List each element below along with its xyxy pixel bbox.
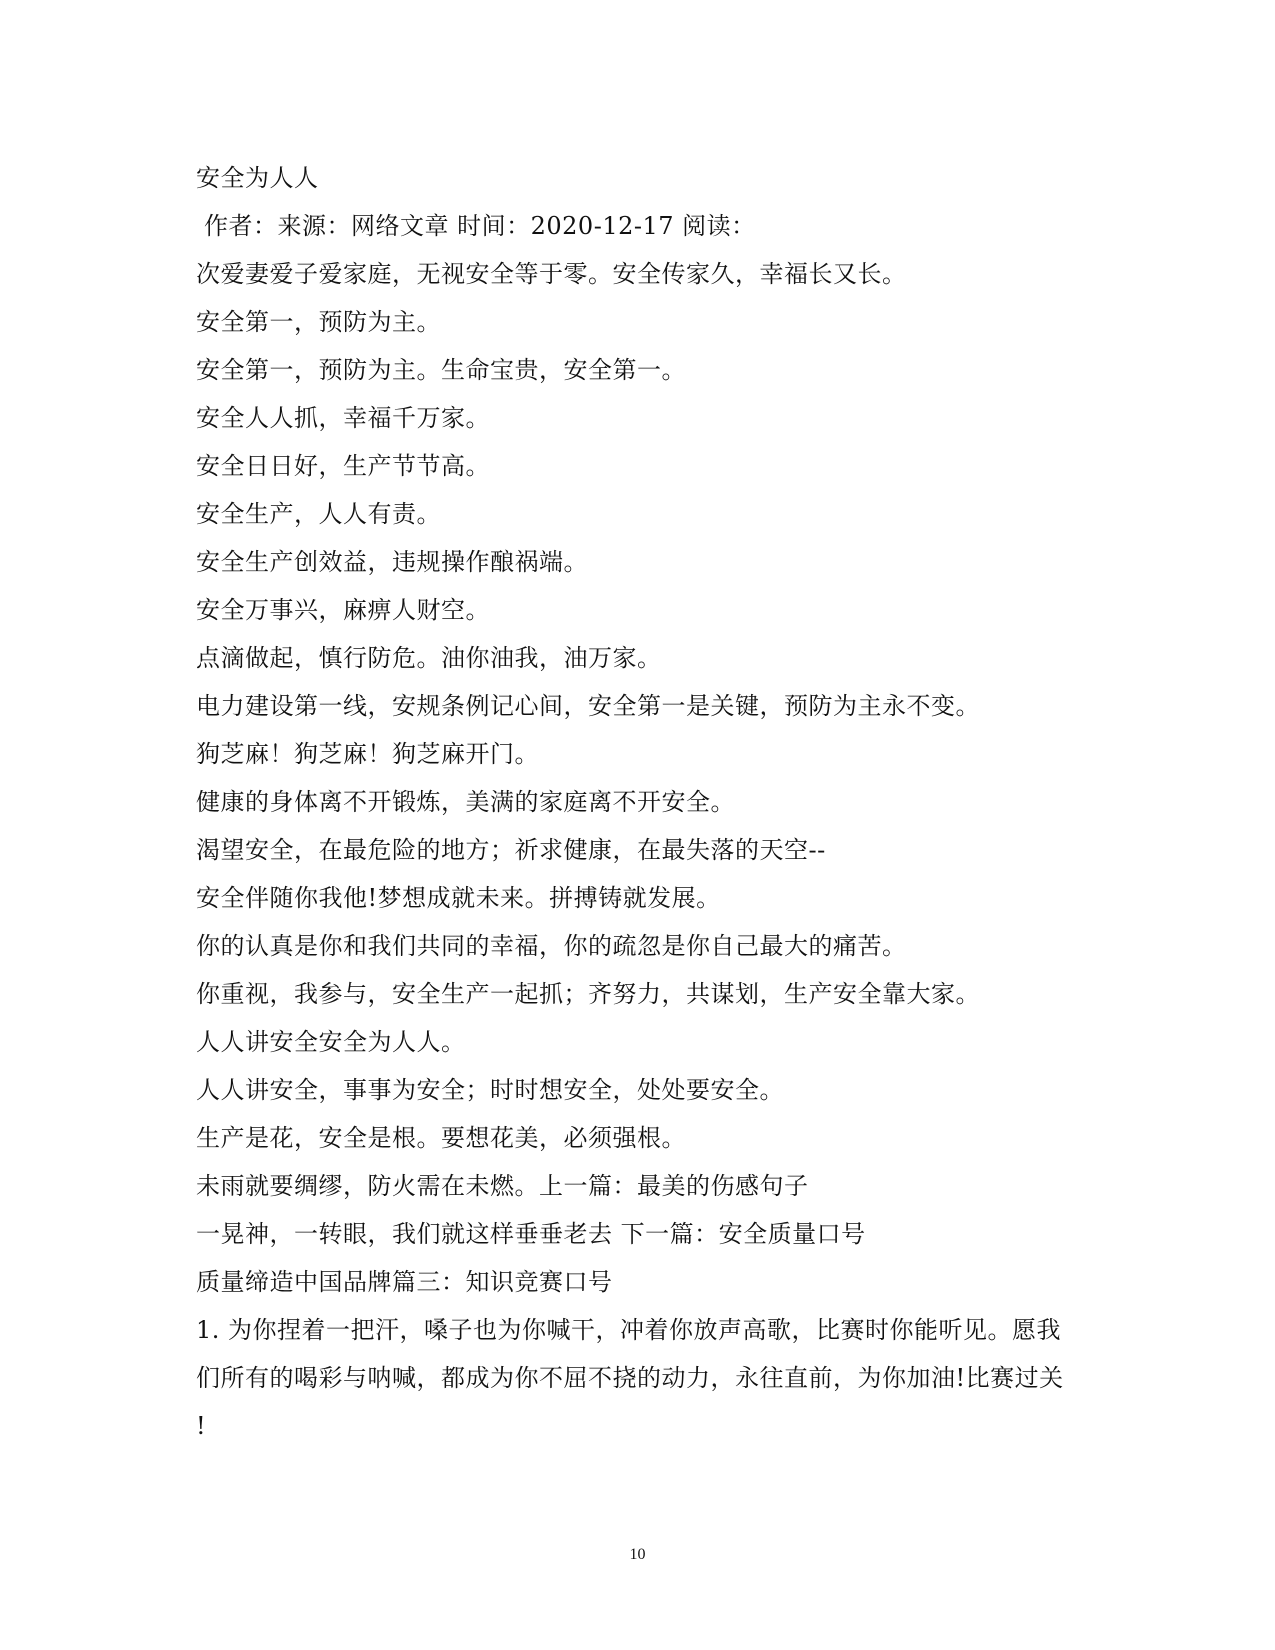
text-line: 电力建设第一线，安规条例记心间，安全第一是关键，预防为主永不变。 <box>196 692 980 720</box>
text-line: 点滴做起，慎行防危。油你油我，油万家。 <box>196 644 662 672</box>
text-line: 安全万事兴，麻痹人财空。 <box>196 596 490 624</box>
document-body <box>196 154 1096 1450</box>
paragraph-line: ! <box>196 1412 207 1440</box>
document-title: 安全为人人 <box>196 164 319 192</box>
page-number: 10 <box>629 1546 646 1563</box>
text-line: 安全日日好，生产节节高。 <box>196 452 490 480</box>
text-line: 安全伴随你我他!梦想成就未来。拼搏铸就发展。 <box>196 884 721 912</box>
text-line: 人人讲安全安全为人人。 <box>196 1028 466 1056</box>
text-line: 人人讲安全，事事为安全；时时想安全，处处要安全。 <box>196 1076 784 1104</box>
text-line: 生产是花，安全是根。要想花美，必须强根。 <box>196 1124 686 1152</box>
text-line: 渴望安全，在最危险的地方；祈求健康，在最失落的天空-- <box>196 836 826 864</box>
paragraph-line: 们所有的喝彩与呐喊，都成为你不屈不挠的动力，永往直前，为你加油!比赛过关 <box>196 1364 1064 1392</box>
text-line: 安全第一，预防为主。生命宝贵，安全第一。 <box>196 356 686 384</box>
next-article-line: 一晃神，一转眼，我们就这样垂垂老去 下一篇：安全质量口号 <box>196 1220 866 1248</box>
text-line: 安全人人抓，幸福千万家。 <box>196 404 490 432</box>
text-line: 安全第一，预防为主。 <box>196 308 441 336</box>
text-line: 安全生产创效益，违规操作酿祸端。 <box>196 548 588 576</box>
paragraph-line: 1. 为你捏着一把汗，嗓子也为你喊干，冲着你放声高歌，比赛时你能听见。愿我 <box>196 1316 1062 1344</box>
text-line: 次爱妻爱子爱家庭，无视安全等于零。安全传家久，幸福长又长。 <box>196 260 907 288</box>
section-heading: 质量缔造中国品牌篇三：知识竞赛口号 <box>196 1268 613 1296</box>
text-line: 你重视，我参与，安全生产一起抓；齐努力，共谋划，生产安全靠大家。 <box>196 980 980 1008</box>
text-line: 狗芝麻！狗芝麻！狗芝麻开门。 <box>196 740 539 768</box>
article-meta: 作者：来源：网络文章 时间：2020-12-17 阅读： <box>204 212 756 240</box>
text-line: 你的认真是你和我们共同的幸福，你的疏忽是你自己最大的痛苦。 <box>196 932 907 960</box>
prev-article-line: 未雨就要绸缪，防火需在未燃。上一篇：最美的伤感句子 <box>196 1172 809 1200</box>
text-line: 安全生产，人人有责。 <box>196 500 441 528</box>
text-line: 健康的身体离不开锻炼，美满的家庭离不开安全。 <box>196 788 735 816</box>
